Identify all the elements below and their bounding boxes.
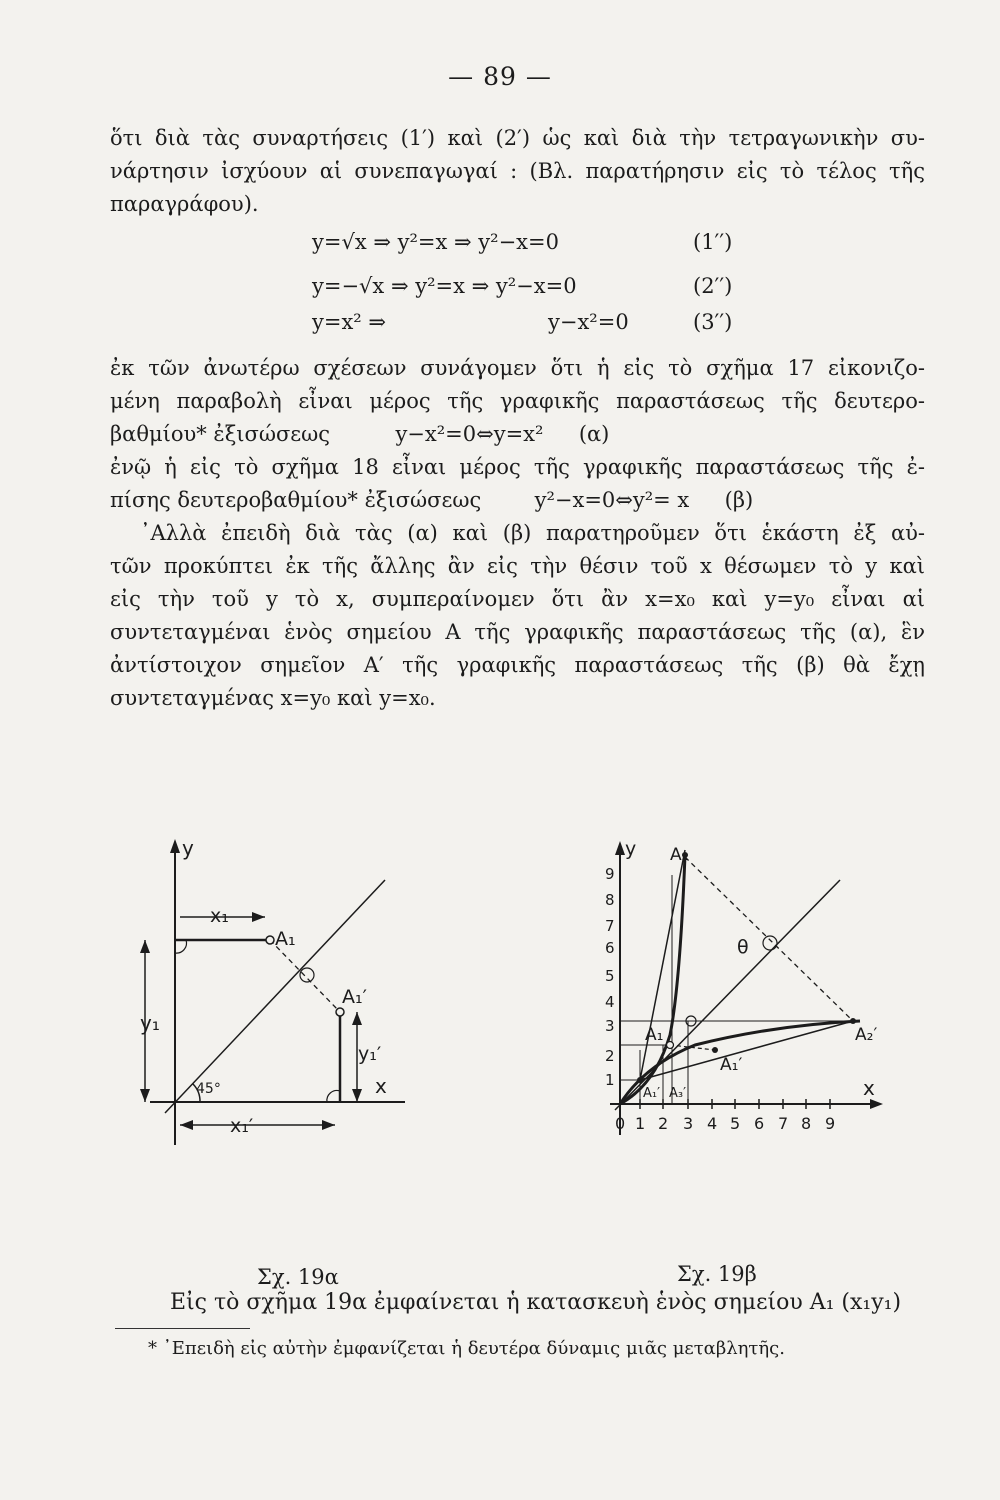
fig-b-y-tick: 9	[605, 865, 615, 883]
fig-b-x-tick: 9	[825, 1114, 836, 1133]
fig-b-diagonal	[615, 880, 840, 1110]
fig-b-A1p-label: A₁′	[720, 1055, 743, 1075]
fig-b-y-tick: 5	[605, 967, 615, 985]
footnote: * ᾿Επειδὴ εἰς αὐτὴν ἐμφανίζεται ἡ δευτέρα δύναμις μιᾶς μεταβλητῆς.	[148, 1338, 785, 1359]
fig-b-y-tick: 6	[605, 939, 615, 957]
fig-b-caption: Σχ. 19β	[677, 1262, 757, 1286]
fig-b-dashed-a2-a2p	[685, 857, 853, 1021]
equation-3-label: (3′′)	[693, 310, 733, 334]
fig-b-x-arrowhead	[870, 1099, 883, 1109]
fig-a-right-angle-a1	[175, 940, 186, 953]
fig-b-y-tick-labels	[605, 865, 615, 1089]
fig-b-point-a1p	[712, 1047, 718, 1053]
fig-b-theta-label: θ	[737, 936, 749, 958]
fig-b-y-tick: 2	[605, 1047, 615, 1065]
fig-a-y1p-arrow-top	[352, 1012, 362, 1025]
body-line-5	[110, 484, 925, 517]
fig-a-A1-label: A₁	[275, 928, 296, 950]
intro-line-3: παραγράφου).	[110, 192, 259, 216]
figure-description: Εἰς τὸ σχῆμα 19α ἐμφαίνεται ἡ κατασκευὴ ἑνὸς σημείου Α₁ (x₁y₁)	[170, 1290, 902, 1315]
fig-a-y-arrowhead	[170, 839, 180, 853]
fig-b-A2p-label: A₂′	[855, 1025, 878, 1045]
fig-b-y-tick: 1	[605, 1071, 615, 1089]
fig-a-x1-arrow-right	[252, 912, 265, 922]
fig-b-point-origin-1	[637, 1077, 643, 1083]
figure-19a	[120, 825, 420, 1150]
fig-a-right-angle-diag	[300, 968, 314, 982]
fig-b-x-label: x	[863, 1076, 875, 1100]
body-line-4: ἐνῷ ἡ εἰς τὸ σχῆμα 18 εἶναι μέρος τῆς γραφικῆς παραστάσεως τῆς ἐ-	[110, 455, 925, 479]
fig-b-y-arrowhead	[615, 841, 625, 855]
fig-b-y-label: y	[625, 838, 637, 860]
fig-a-A1p-label: A₁′	[342, 986, 367, 1008]
fig-a-y1p-label: y₁′	[358, 1043, 382, 1065]
fig-a-right-angle-a1p	[327, 1091, 340, 1102]
fig-b-y-tick: 8	[605, 891, 615, 909]
fig-a-angle-label: 45°	[196, 1081, 221, 1097]
fig-a-point-a1	[266, 936, 274, 944]
body-line-10: ἀντίστοιχον σημεῖον Α′ τῆς γραφικῆς παραστάσεως τῆς (β) θὰ ἔχῃ	[110, 653, 925, 677]
fig-b-A1pp-label: A₁′	[643, 1086, 661, 1101]
fig-b-point-a2p	[850, 1018, 856, 1024]
fig-b-point-a1	[667, 1042, 674, 1049]
fig-b-x-tick: 1	[635, 1114, 646, 1133]
intro-line-2: νάρτησιν ἰσχύουν αἱ συνεπαγωγαί : (Βλ. παρατήρησιν εἰς τὸ τέλος τῆς	[110, 159, 925, 183]
equation-alpha: y−x²=0⇔y=x²	[395, 422, 544, 446]
body-line-3	[110, 418, 925, 451]
equation-3-right: y−x²=0	[548, 310, 629, 334]
equation-2: y=−√x ⇒ y²=x ⇒ y²−x=0	[312, 274, 577, 298]
intro-paragraph	[110, 122, 925, 221]
fig-b-x-tick: 3	[683, 1114, 694, 1133]
fig-b-right-angle	[763, 936, 777, 950]
fig-b-y-tick: 7	[605, 917, 615, 935]
equation-beta: y²−x=0⇔y²= x	[534, 488, 690, 512]
fig-a-caption: Σχ. 19α	[257, 1265, 339, 1289]
fig-a-dashed-connector	[270, 940, 340, 1012]
fig-b-x-tick: 2	[658, 1114, 669, 1133]
fig-b-x-tick: 7	[778, 1114, 789, 1133]
body-paragraph	[110, 352, 925, 715]
body-line-5-text: πίσης δευτεροβαθμίου* ἐξισώσεως	[110, 488, 482, 512]
equation-1-label: (1′′)	[693, 230, 733, 254]
fig-a-x-label: x	[375, 1074, 387, 1098]
body-line-1: ἐκ τῶν ἀνωτέρω σχέσεων συνάγομεν ὅτι ἡ εἰς τὸ σχῆμα 17 εἰκονιζο-	[110, 356, 925, 380]
fig-a-x1p-arrow-left	[180, 1120, 193, 1130]
fig-a-y-label: y	[182, 836, 194, 860]
fig-b-x-tick: 0	[615, 1114, 626, 1133]
body-line-2: μένη παραβολὴ εἶναι μέρος τῆς γραφικῆς παραστάσεως τῆς δευτερο-	[110, 389, 925, 413]
fig-a-x1p-label: x₁′	[230, 1115, 254, 1137]
fig-a-y1-arrow-bottom	[140, 1089, 150, 1102]
equation-beta-label: (β)	[724, 488, 754, 512]
body-line-9: συντεταγμέναι ἑνὸς σημείου Α τῆς γραφικῆς παραστάσεως τῆς (α), ἓν	[110, 620, 925, 644]
fig-b-x-tick: 8	[801, 1114, 812, 1133]
fig-a-y1-arrow-top	[140, 940, 150, 953]
equation-3-left: y=x² ⇒	[312, 310, 386, 334]
fig-b-A1-label: A₁	[645, 1025, 664, 1045]
body-line-8: εἰς τὴν τοῦ y τὸ x, συμπεραίνομεν ὅτι ἂν x=x₀ καὶ y=y₀ εἶναι αἱ	[110, 587, 925, 611]
footnote-rule	[115, 1328, 250, 1329]
figure-19b	[585, 835, 885, 1140]
page-number: — 89 —	[448, 62, 552, 91]
fig-b-A2-label: A₂	[670, 845, 689, 865]
equation-alpha-label: (α)	[578, 422, 610, 446]
equation-2-label: (2′′)	[693, 274, 733, 298]
fig-b-x-tick: 5	[730, 1114, 741, 1133]
fig-b-y-tick: 3	[605, 1017, 615, 1035]
fig-b-A3p-label: A₃′	[669, 1086, 687, 1101]
body-line-6: ᾿Αλλὰ ἐπειδὴ διὰ τὰς (α) καὶ (β) παρατηροῦμεν ὅτι ἑκάστη ἐξ αὐ-	[140, 521, 925, 545]
fig-a-point-a1p	[336, 1008, 344, 1016]
fig-a-y1-label: y₁	[140, 1011, 160, 1035]
fig-b-parabola-y-x2	[620, 855, 685, 1104]
fig-a-x1p-arrow-right	[322, 1120, 335, 1130]
fig-b-x-tick-labels	[615, 1114, 835, 1133]
body-line-7: τῶν προκύπτει ἐκ τῆς ἄλλης ἂν εἰς τὴν θέσιν τοῦ x θέσωμεν τὸ y καὶ	[110, 554, 925, 578]
fig-a-x1-label: x₁	[210, 905, 229, 927]
fig-b-x-tick: 4	[707, 1114, 718, 1133]
fig-a-y1p-arrow-bottom	[352, 1089, 362, 1102]
fig-b-y-tick: 4	[605, 993, 615, 1011]
fig-b-x-tick: 6	[754, 1114, 765, 1133]
body-line-3-text: βαθμίου* ἐξισώσεως	[110, 422, 331, 446]
equation-1: y=√x ⇒ y²=x ⇒ y²−x=0	[312, 230, 559, 254]
intro-line-1: ὅτι διὰ τὰς συναρτήσεις (1′) καὶ (2′) ὡς καὶ διὰ τὴν τετραγωνικὴν συ-	[110, 126, 925, 150]
body-line-11: συντεταγμένας x=y₀ καὶ y=x₀.	[110, 686, 436, 710]
